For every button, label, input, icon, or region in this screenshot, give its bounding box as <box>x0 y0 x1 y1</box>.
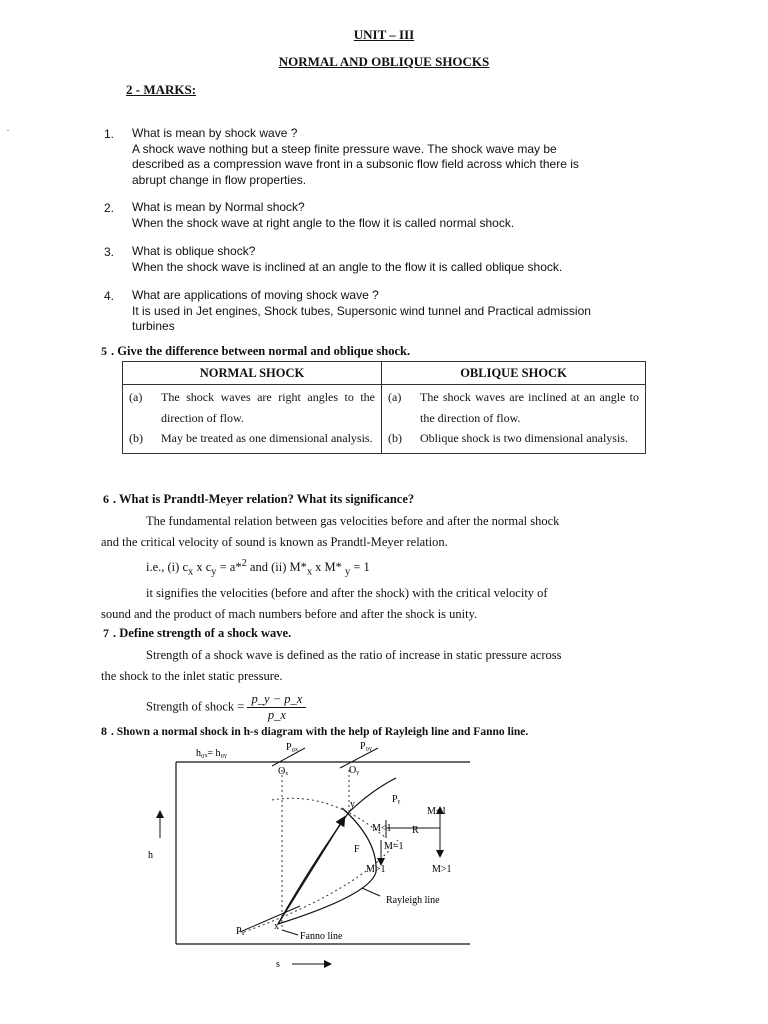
paragraph-line: Strength of a shock wave is defined as the ratio of increase in static pressure across <box>146 648 562 662</box>
question-number: 8 <box>101 724 107 738</box>
heading-text: . Define strength of a shock wave. <box>113 626 292 640</box>
question-text: What are applications of moving shock wave ? <box>132 288 379 302</box>
label-y: y <box>350 799 355 810</box>
answer-line: abrupt change in flow properties. <box>132 172 307 187</box>
paragraph-line: and the critical velocity of sound is known as Prandtl-Meyer relation. <box>101 535 448 549</box>
answer-line: When the shock wave at right angle to the flow it is called normal shock. <box>132 215 515 230</box>
label-h-axis: h <box>148 850 153 861</box>
label-m-gt-1-right: M>1 <box>432 864 452 875</box>
heading-text: . Give the difference between normal and oblique shock. <box>111 344 411 358</box>
heading-text: . What is Prandtl-Meyer relation? What its significance? <box>113 492 415 506</box>
row-text: The shock waves are right angles to the direction of flow. <box>161 390 375 425</box>
question-number: 3. <box>104 245 115 259</box>
label-hox-hoy: h₀ₓ= h₀ᵧ <box>196 748 227 759</box>
column-header-oblique: OBLIQUE SHOCK <box>382 362 646 385</box>
label-f: F <box>354 844 360 855</box>
row-text: May be treated as one dimensional analysis. <box>161 431 373 445</box>
question-number: 6 <box>103 492 109 506</box>
label-s-axis: s <box>276 959 280 970</box>
question-number: 5 <box>101 344 107 358</box>
unit-title: UNIT – III <box>353 27 415 42</box>
heading-text: . Shown a normal shock in h-s diagram with the help of Rayleigh line and Fanno line. <box>111 726 529 738</box>
shock-arrow <box>278 818 344 924</box>
rayleigh-leader <box>362 888 380 896</box>
row-label: (a) <box>388 390 402 404</box>
paragraph-line: The fundamental relation between gas velocities before and after the normal shock <box>146 514 560 528</box>
rayleigh-curve <box>278 808 376 924</box>
px-line <box>240 906 300 932</box>
paragraph-line: it signifies the velocities (before and after the shock) with the critical velocity of <box>146 585 548 600</box>
row-label: (a) <box>129 390 143 404</box>
label-m-lt-1: M<1 <box>372 823 392 834</box>
question-number: 4. <box>104 289 115 303</box>
stray-dot: . <box>7 124 9 133</box>
marks-heading: 2 - MARKS: <box>126 82 197 97</box>
answer-line: turbines <box>132 319 175 333</box>
label-pox: P₀ₓ <box>286 742 298 753</box>
row-label: (b) <box>388 431 402 445</box>
label-py: Pᵧ <box>392 794 401 805</box>
column-header-normal: NORMAL SHOCK <box>123 362 382 385</box>
question-text: What is mean by Normal shock? <box>132 200 305 214</box>
dotted-curve-upper <box>272 798 386 838</box>
numerator: p_y − p_x <box>247 692 306 708</box>
chapter-title: NORMAL AND OBLIQUE SHOCKS <box>278 54 490 69</box>
poy-line <box>340 748 378 768</box>
label-x: x <box>274 921 279 932</box>
answer-line: A shock wave nothing but a steep finite pressure wave. The shock wave may be <box>132 141 557 156</box>
formula-label: Strength of shock = <box>146 699 245 714</box>
question-number: 1. <box>104 127 115 141</box>
fanno-leader <box>282 930 298 935</box>
paragraph-line: sound and the product of mach numbers before and after the shock is unity. <box>101 606 478 621</box>
question-text: What is oblique shock? <box>132 244 256 258</box>
answer-line: When the shock wave is inclined at an angle to the flow it is called oblique shock. <box>132 259 563 274</box>
question-text: What is mean by shock wave ? <box>132 126 298 140</box>
label-m-eq-1: M=1 <box>384 841 404 852</box>
label-oy: Oᵧ <box>349 765 359 776</box>
label-ox: Oₓ <box>278 766 289 777</box>
label-m-lt-1-right: M<1 <box>427 806 447 817</box>
label-poy: P₀ᵧ <box>360 741 372 752</box>
label-rayleigh-line: Rayleigh line <box>386 895 440 906</box>
answer-line: It is used in Jet engines, Shock tubes, Supersonic wind tunnel and Practical admission <box>132 303 591 318</box>
label-m-gt-1: M>1 <box>366 864 386 875</box>
answer-line: described as a compression wave front in a subsonic flow field across which there is <box>132 157 579 171</box>
paragraph-line: the shock to the inlet static pressure. <box>101 669 283 683</box>
label-px: Pₓ <box>236 926 245 937</box>
row-text: The shock waves are inclined at an angle to the direction of flow. <box>420 390 639 425</box>
question-number: 2. <box>104 201 115 215</box>
row-text: Oblique shock is two dimensional analysis. <box>420 431 628 445</box>
question-number: 7 <box>103 626 109 640</box>
equation-line: i.e., (i) $c_x$ x $c_y = a*^2$ and (ii) $M*_x$ x M* $_y$ = 1 <box>146 558 370 578</box>
label-fanno-line: Fanno line <box>300 931 343 942</box>
label-r: R <box>412 825 419 836</box>
row-label: (b) <box>129 431 143 445</box>
denominator: p_x <box>267 708 286 722</box>
